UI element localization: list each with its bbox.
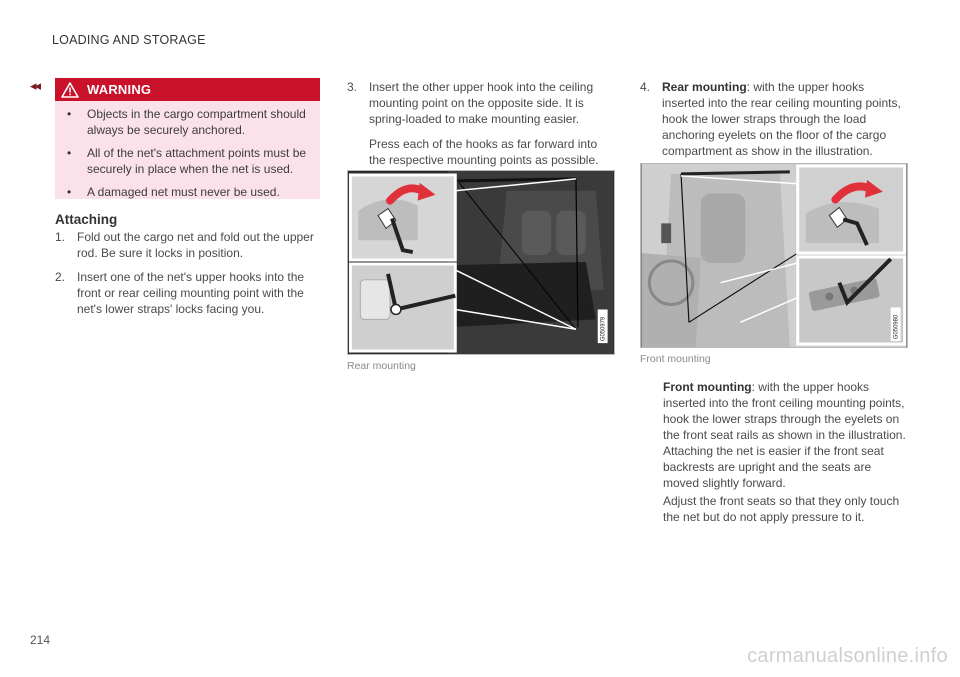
front-mounting-text: : with the upper hooks inserted into the front ceiling mounting points, hook the lower straps through the eyelets on the front seat rails as shown in the illustration. Attaching the net is easier if the front seat backrests are upright and the seats are moved slightly forward.	[663, 380, 906, 490]
step-text-main: Insert the other upper hook into the ceiling mounting point on the opposite side. It is spring-loaded to make mounting easier.	[369, 80, 594, 126]
watermark[interactable]: carmanualsonline.info	[747, 645, 948, 667]
front-mounting-bold-label: Front mounting	[663, 380, 752, 394]
section-header: LOADING AND STORAGE	[52, 33, 206, 47]
step-item	[640, 79, 910, 159]
page-number: 214	[30, 633, 51, 647]
step-bold-label: Rear mounting	[662, 80, 747, 94]
front-mounting-paragraph	[663, 379, 910, 491]
figure-code: G050979	[600, 316, 607, 342]
front-mounting-drawing	[641, 164, 907, 347]
step-text	[640, 79, 910, 159]
step-note: Press each of the hooks as far forward into the respective mounting points as possible.	[369, 137, 599, 167]
figure-code: G050980	[893, 314, 900, 340]
step-text	[347, 79, 615, 168]
warning-box	[55, 78, 320, 199]
steps-list-column-2	[347, 79, 615, 176]
rear-mounting-caption: Rear mounting	[347, 360, 416, 372]
step-text: Insert one of the net's upper hooks into the front or rear ceiling mounting point with the net's lower straps' locks facing you.	[77, 270, 305, 316]
step-number: 2.	[55, 270, 66, 284]
step-item	[347, 79, 615, 168]
section-title: Attaching	[55, 212, 118, 227]
back-navigation-icon[interactable]: ◂◂	[30, 78, 40, 93]
warning-item: • A damaged net must never be used.	[67, 184, 312, 200]
step-item	[55, 269, 321, 317]
steps-list-column-1	[55, 229, 321, 325]
step-number: 1.	[55, 230, 66, 244]
step-number: 3.	[347, 80, 358, 94]
step-text-main: : with the upper hooks inserted into the rear ceiling mounting points, hook the lower straps through the load anchoring eyelets on the floor of the cargo compartment as show in the illustration.	[662, 80, 901, 158]
step-text: Fold out the cargo net and fold out the upper rod. Be sure it locks in position.	[77, 230, 314, 260]
warning-item: • All of the net's attachment points must be securely in place when the net is used.	[67, 145, 312, 177]
step-item	[55, 229, 321, 261]
steps-list-column-3	[640, 79, 910, 167]
warning-item: • Objects in the cargo compartment should always be securely anchored.	[67, 106, 312, 138]
warning-title: WARNING	[87, 82, 152, 97]
step-number: 4.	[640, 80, 651, 94]
front-mounting-illustration	[640, 163, 908, 348]
front-mounting-caption: Front mounting	[640, 353, 711, 365]
rear-mounting-illustration	[347, 170, 615, 355]
rear-mounting-drawing	[348, 171, 614, 354]
warning-header	[55, 78, 320, 101]
warning-list	[55, 101, 320, 200]
front-mounting-note: Adjust the front seats so that they only touch the net but do not apply pressure to it.	[663, 494, 900, 524]
warning-triangle-icon	[61, 82, 79, 98]
